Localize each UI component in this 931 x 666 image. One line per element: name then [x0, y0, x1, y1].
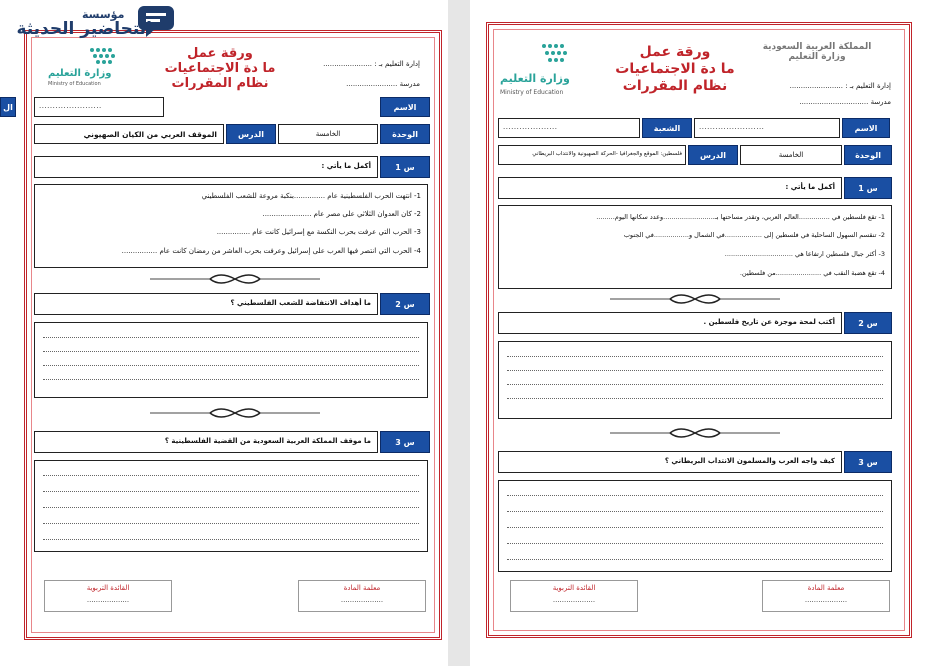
- left-sig-teacher: [298, 580, 426, 612]
- right-kingdom: [752, 42, 882, 62]
- right-page: [470, 0, 931, 666]
- left-unit-value: الخامسة: [278, 124, 378, 144]
- right-q3-prompt: كيف واجه العرب والمسلمون الانتداب البريطاني ؟: [498, 451, 842, 473]
- right-sig-teacher: [762, 580, 890, 612]
- left-name-label: الاسم: [380, 97, 430, 117]
- right-ornament-1: [610, 292, 780, 306]
- right-lesson-label: الدرس: [688, 145, 738, 165]
- right-sig-leader-dots: ...................: [552, 596, 596, 604]
- left-sig-teacher-title: معلمة المادة: [343, 584, 381, 592]
- ministry-dots-icon: [540, 42, 574, 68]
- right-q1-item: 4- تقع هضبة النقب في ......................من فلسطين.: [739, 269, 885, 277]
- right-name-field[interactable]: ........................: [694, 118, 840, 138]
- right-ministry-en: Ministry of Education: [500, 89, 564, 96]
- right-sig-leader-title: القائدة التربوية: [552, 584, 596, 592]
- ministry-dots-icon: [88, 46, 118, 68]
- right-title: [590, 44, 760, 95]
- right-section-field[interactable]: ....................: [498, 118, 640, 138]
- left-q2-label: س 2: [380, 293, 430, 315]
- left-ministry-logo: [48, 46, 128, 88]
- left-school-label: مدرسة .......................: [346, 80, 420, 88]
- right-admin-label: إدارة التعليم بـ : ........................: [789, 82, 891, 90]
- right-sig-leader: [510, 580, 638, 612]
- right-q2-label: س 2: [844, 312, 892, 334]
- right-q1-item: 3- أكثر جبال فلسطين ارتفاعا هي .................................: [724, 250, 885, 258]
- left-page: [0, 0, 448, 666]
- watermark-line1: مؤسسة: [82, 8, 125, 21]
- page-gap: [448, 0, 470, 666]
- right-section-label: الشعبة: [642, 118, 692, 138]
- left-ornament-2: [150, 406, 320, 420]
- right-ministry-ar: وزارة التعليم: [500, 72, 570, 85]
- right-unit-value: الخامسة: [740, 145, 842, 165]
- left-q3-prompt: ما موقف المملكة العربية السعودية من القضية الفلسطينية ؟: [34, 431, 378, 453]
- right-q1-label: س 1: [844, 177, 892, 199]
- left-title-line3: نظام المقررات: [171, 76, 269, 91]
- watermark-line2: التحاضير الحديثة: [16, 19, 152, 39]
- right-unit-label: الوحدة: [844, 145, 892, 165]
- left-q1-label: س 1: [380, 156, 430, 178]
- right-title-line3: نظام المقررات: [622, 78, 728, 94]
- left-cut-label: ال: [0, 97, 16, 117]
- left-q1-item: 1- انتهت الحرب الفلسطينية عام ..............بنكبة مروعة للشعب الفلسطيني: [201, 192, 421, 200]
- left-sig-leader-title: القائدة التربوية: [86, 584, 130, 592]
- right-q3-label: س 3: [844, 451, 892, 473]
- left-sig-leader: [44, 580, 172, 612]
- left-title: [140, 46, 300, 91]
- left-sig-teacher-dots: ...................: [340, 596, 384, 604]
- left-ministry-en: Ministry of Education: [48, 81, 101, 87]
- left-title-line1: ورقة عمل: [187, 46, 253, 61]
- left-sig-leader-dots: ...................: [86, 596, 130, 604]
- right-ministry-logo: [500, 42, 580, 104]
- left-q1-prompt: أكمل ما يأتي :: [34, 156, 378, 178]
- left-ornament-1: [150, 272, 320, 286]
- right-sig-teacher-title: معلمة المادة: [807, 584, 845, 592]
- right-title-line1: ورقة عمل: [639, 44, 711, 60]
- left-q1-item: 3- الحرب التي عرفت بحرب النكسة مع إسرائيل كانت عام ...............: [216, 228, 421, 236]
- right-ornament-2: [610, 426, 780, 440]
- right-q1-item: 1- تقع فلسطين في ...............العالم العربي، وتقدر مساحتها بـ.........................وعدد سكانها اليوم.........: [596, 213, 885, 221]
- right-q2-answer-box[interactable]: [498, 341, 892, 419]
- left-q2-prompt: ما أهداف الانتفاضة للشعب الفلسطيني ؟: [34, 293, 378, 315]
- left-lesson-value: الموقف العربي من الكيان الصهيوني: [34, 124, 224, 144]
- right-lesson-value: فلسطين: الموقع والجغرافيا -الحركة الصهيونية والانتداب البريطاني: [498, 145, 686, 165]
- left-q2-answer-box[interactable]: [34, 322, 428, 398]
- right-school-label: مدرسة ...............................: [799, 98, 891, 106]
- left-name-field[interactable]: .......................: [34, 97, 164, 117]
- right-kingdom-line2: وزارة التعليم: [788, 52, 846, 62]
- watermark-logo: [2, 2, 180, 42]
- right-q1-answers: [498, 205, 892, 289]
- right-title-line2: ما دة الاجتماعيات: [615, 61, 735, 77]
- right-kingdom-line1: المملكة العربية السعودية: [762, 42, 872, 52]
- left-q3-answer-box[interactable]: [34, 460, 428, 552]
- right-q3-answer-box[interactable]: [498, 480, 892, 572]
- right-q2-prompt: أكتب لمحة موجزة عن تاريخ فلسطين .: [498, 312, 842, 334]
- right-sig-teacher-dots: ...................: [804, 596, 848, 604]
- left-q3-label: س 3: [380, 431, 430, 453]
- left-lesson-label: الدرس: [226, 124, 276, 144]
- left-admin-label: إدارة التعليم بـ : ......................: [323, 60, 420, 68]
- left-q1-answers: [34, 184, 428, 268]
- right-q1-item: 2- تنقسم السهول الساحلية في فلسطين إلى ..................في الشمال و.................في الجنوب: [623, 231, 885, 239]
- left-title-line2: ما دة الاجتماعيات: [164, 61, 276, 76]
- right-q1-prompt: أكمل ما يأتي :: [498, 177, 842, 199]
- left-unit-label: الوحدة: [380, 124, 430, 144]
- left-q1-item: 2- كان العدوان الثلاثي على مصر عام ......................: [262, 210, 421, 218]
- left-ministry-ar: وزارة التعليم: [48, 68, 112, 79]
- left-q1-item: 4- الحرب التي انتصر فيها العرب على إسرائيل وعرفت بحرب العاشر من رمضان كانت عام ................: [121, 247, 421, 255]
- right-name-label: الاسم: [842, 118, 890, 138]
